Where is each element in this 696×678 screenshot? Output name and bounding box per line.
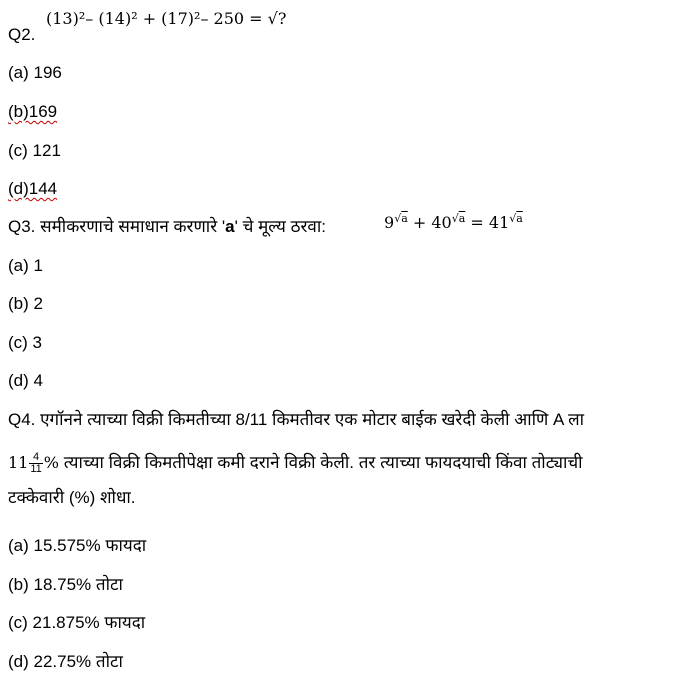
q4-fraction: $\frac{4}{11}$ [30, 451, 42, 476]
q2-option-c: (c) 121 [8, 141, 61, 160]
q3-number: Q3. [8, 217, 36, 236]
q3-option-c: (c) 3 [8, 333, 42, 352]
q2-number: Q2. [8, 25, 36, 44]
q4-percent-sign: % [43, 453, 59, 472]
q3-equation: $9^{√a} + 40^{√a} = 41^{√a}$ [384, 212, 523, 232]
q3-option-d: (d) 4 [8, 371, 43, 390]
q4-mixed-whole: 11 [8, 453, 29, 472]
q4-number: Q4. [8, 410, 36, 429]
q4-line1-text: एगॉनने त्याच्या विक्री किमतीच्या 8/11 किमतीवर एक मोटार बाईक खरेदी केली आणि A ला [40, 410, 585, 429]
q3-variable: a [225, 217, 235, 236]
q3-question [8, 216, 326, 238]
q4-option-d: (d) 22.75% तोटा [8, 652, 123, 671]
q4-option-c: (c) 21.875% फायदा [8, 613, 146, 632]
q3-text-after: ' चे मूल्य ठरवा: [234, 217, 327, 236]
q3-text-before: समीकरणाचे समाधान करणारे ' [40, 217, 226, 236]
q3-option-b: (b) 2 [8, 294, 43, 313]
q4-line-2 [8, 452, 583, 475]
q4-option-b: (b) 18.75% तोटा [8, 575, 123, 594]
q4-option-a: (a) 15.575% फायदा [8, 536, 147, 555]
q2-expression: (13)²– (14)² + (17)²– 250 = √? [46, 9, 287, 28]
q4-line-3: टक्केवारी (%) शोधा. [8, 488, 136, 507]
q3-option-a: (a) 1 [8, 256, 43, 275]
q4-line-1 [8, 409, 584, 431]
q2-option-d: (d)144 [8, 179, 58, 198]
q2-option-b: (b)169 [8, 102, 58, 121]
q2-option-a: (a) 196 [8, 63, 62, 82]
q4-line2-text: त्याच्या विक्री किमतीपेक्षा कमी दराने विक्री केली. तर त्याच्या फायदयाची किंवा तोट्याची [63, 453, 583, 472]
